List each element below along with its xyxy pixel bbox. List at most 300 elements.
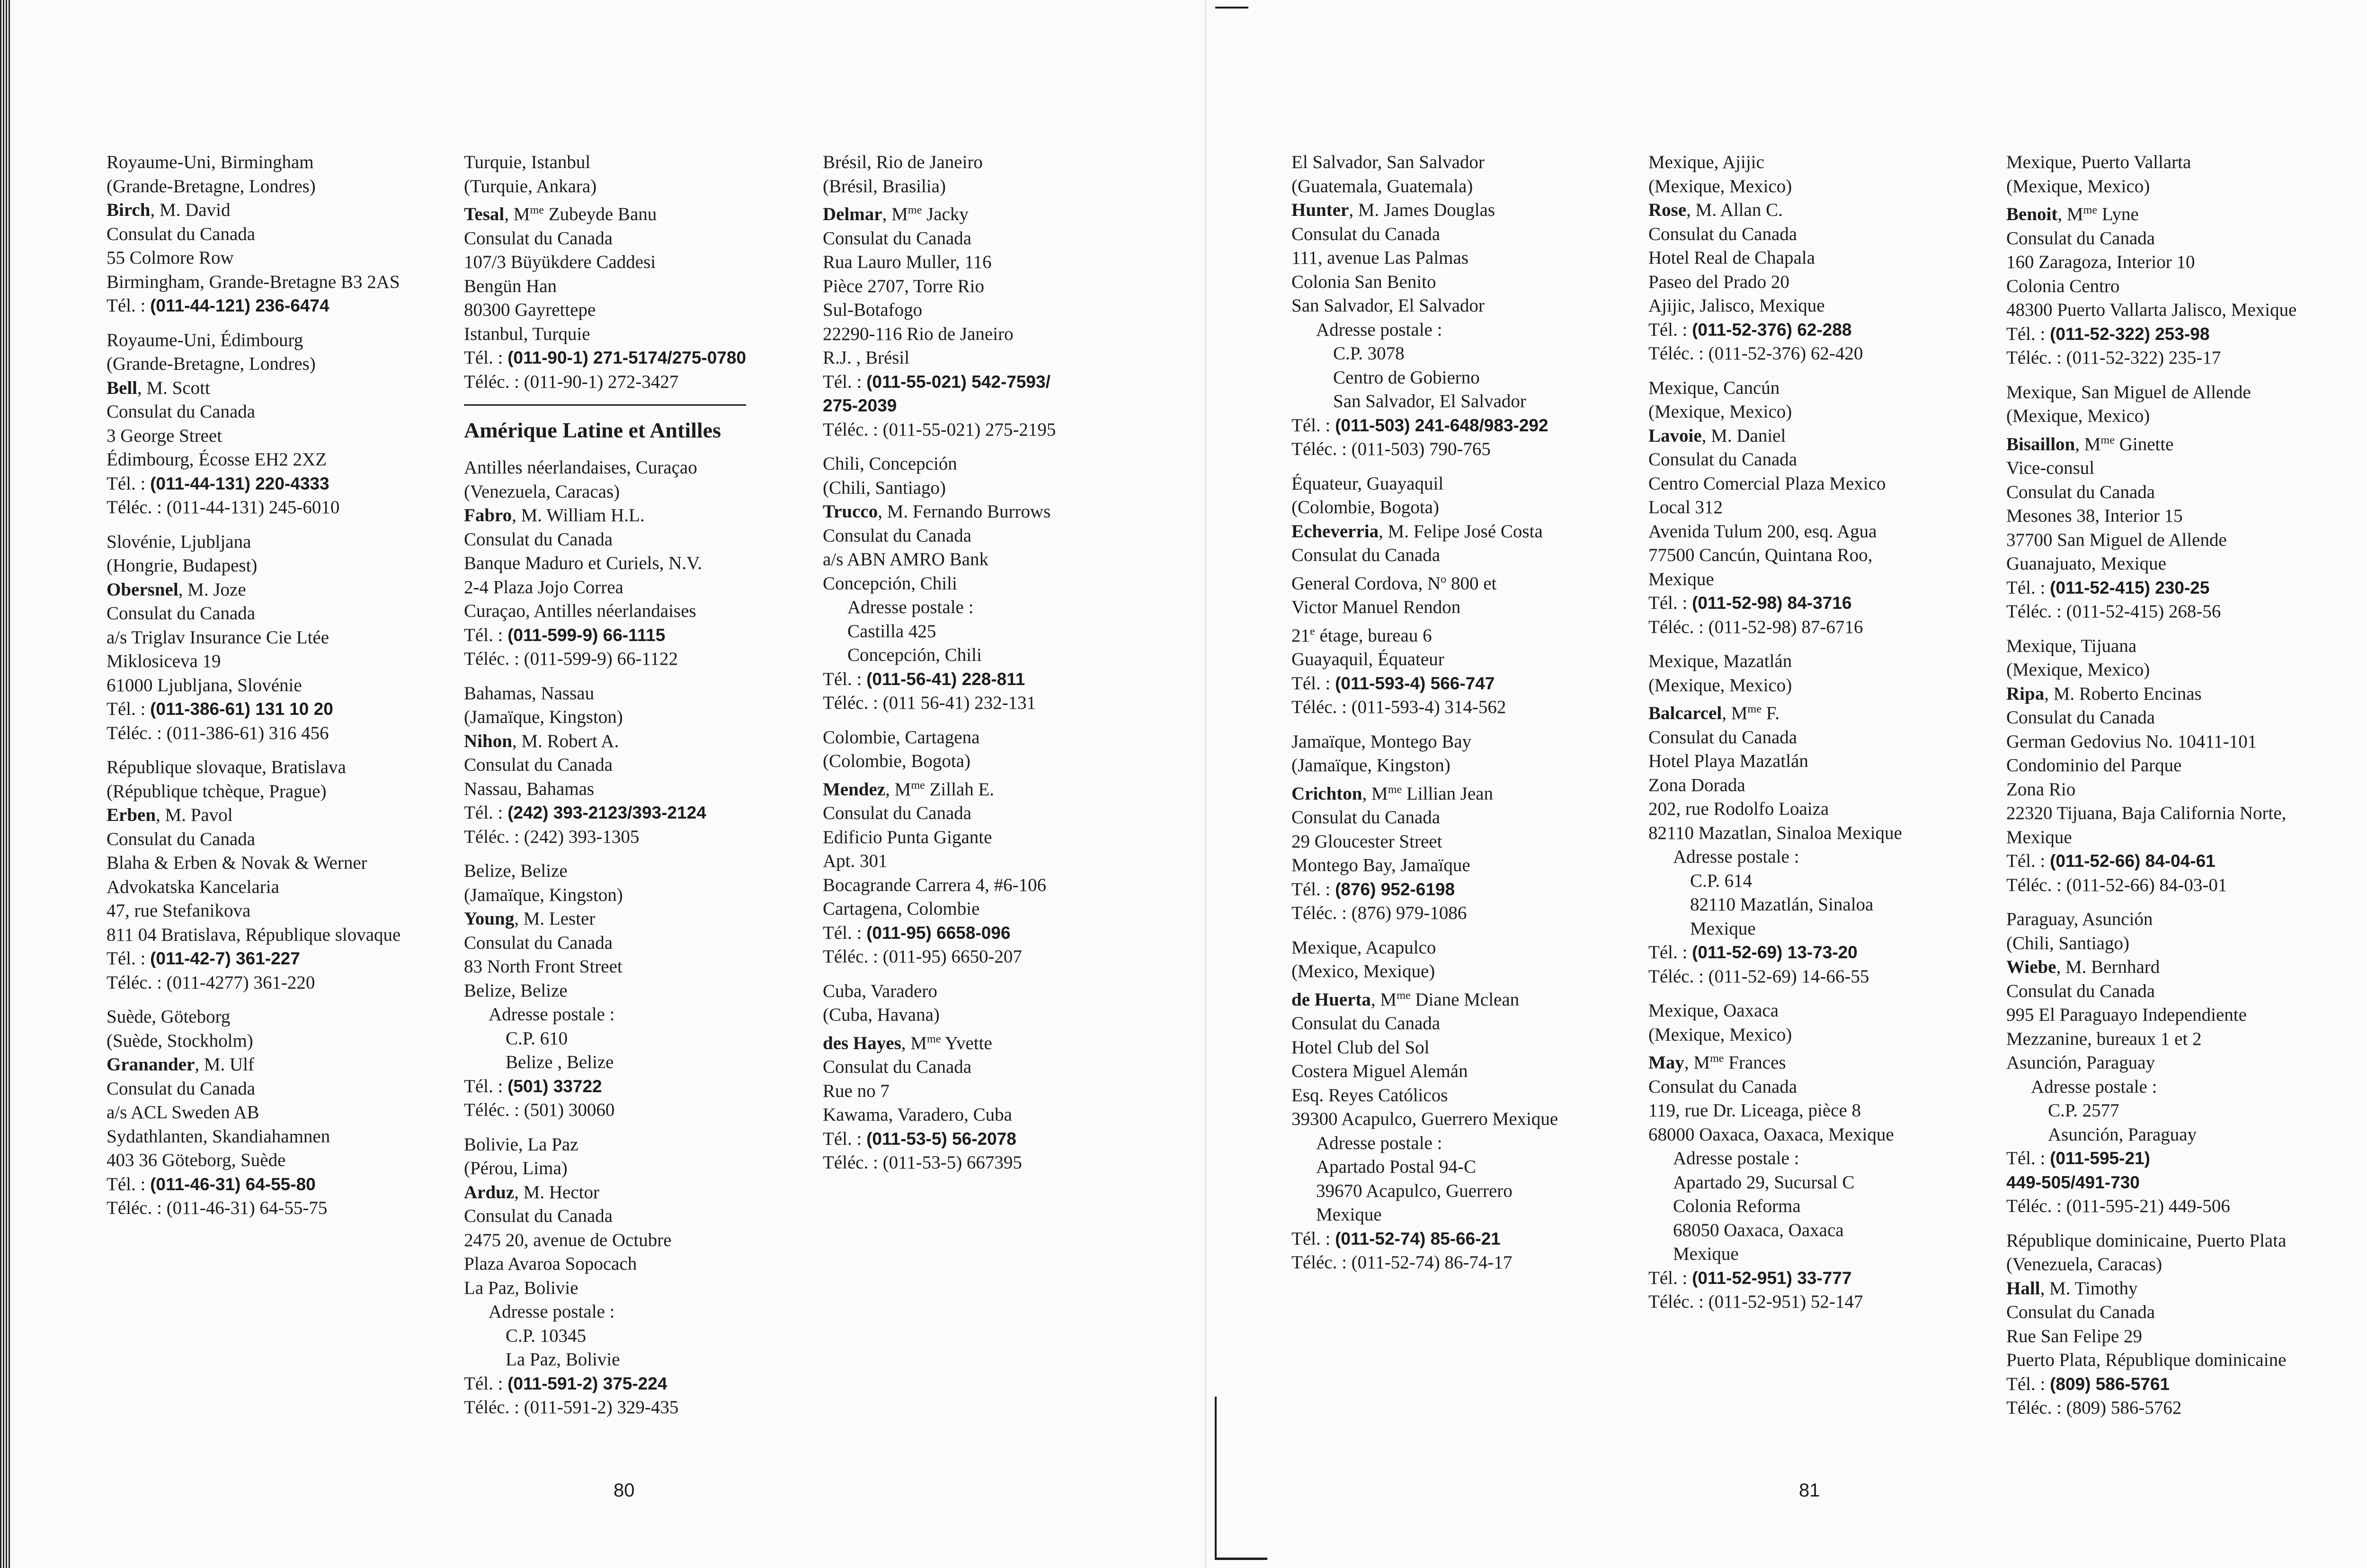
fax-line: Téléc. : (011-52-74) 86-74-17 <box>1291 1252 1513 1273</box>
fax-line: Téléc. : (011-52-98) 87-6716 <box>1648 616 1863 637</box>
fax-line: Téléc. : (011-593-4) 314-562 <box>1291 697 1506 717</box>
location-heading: Colombie, Cartagena <box>823 727 980 748</box>
address-line: 22290-116 Rio de Janeiro <box>823 323 1014 344</box>
consulate-entry <box>464 859 746 1123</box>
column <box>1291 151 1558 1285</box>
jurisdiction-line: (République tchèque, Prague) <box>107 781 327 802</box>
address-line: Puerto Plata, République dominicaine <box>2006 1350 2287 1370</box>
address-line: Esq. Reyes Católicos <box>1291 1085 1448 1105</box>
consul-name: Benoit, $M^{me}$ Lyne <box>2006 204 2139 224</box>
address-line: Consulat du Canada <box>823 525 972 546</box>
address-line: Victor Manuel Rendon <box>1291 597 1461 617</box>
address-line: Mexique <box>1673 1244 1739 1264</box>
consul-surname: Fabro <box>464 505 512 526</box>
address-line: Ajijic, Jalisco, Mexique <box>1648 295 1825 316</box>
fax-line: Téléc. : (011-52-376) 62-420 <box>1648 343 1863 364</box>
consul-surname: des Hayes <box>823 1033 901 1053</box>
location-heading: Bahamas, Nassau <box>464 683 595 704</box>
consul-surname: Ripa <box>2006 683 2045 704</box>
phone-number: (501) 33722 <box>507 1076 602 1096</box>
consul-surname: Delmar <box>823 204 882 224</box>
address-line: Birmingham, Grande-Bretagne B3 2AS <box>107 271 400 292</box>
address-line: Adresse postale : <box>1673 1148 1799 1168</box>
phone-number: (011-52-322) 253-98 <box>2050 324 2210 344</box>
consul-name: Bell, M. Scott <box>107 377 210 398</box>
consulate-entry <box>1648 376 1902 640</box>
address-line: Colonia Centro <box>2006 276 2120 296</box>
consul-name: Tesal, $M^{me}$ Zubeyde Banu <box>464 204 657 224</box>
phone-number: (011-593-4) 566-747 <box>1335 673 1495 693</box>
phone-line: Tél. : (011-90-1) 271-5174/275-0780 <box>464 347 747 368</box>
fax-line: Téléc. : (876) 979-1086 <box>1291 903 1467 923</box>
column <box>464 151 746 1430</box>
location-heading: Belize, Belize <box>464 861 568 881</box>
address-line: Mexique <box>1690 918 1756 939</box>
address-line: Apartado Postal 94-C <box>1316 1157 1476 1177</box>
jurisdiction-line: (Mexique, Mexico) <box>1648 1024 1792 1045</box>
address-line: Paseo del Prado 20 <box>1648 271 1789 292</box>
address-line: Consulat du Canada <box>464 755 613 775</box>
jurisdiction-line: (Mexico, Mexique) <box>1291 961 1435 981</box>
consul-surname: Hall <box>2006 1278 2040 1299</box>
location-heading: Mexique, Acapulco <box>1291 937 1436 958</box>
jurisdiction-line: (Hongrie, Budapest) <box>107 555 258 576</box>
phone-number: (011-52-376) 62-288 <box>1692 320 1852 339</box>
address-line: 449-505/491-730 <box>2006 1172 2140 1192</box>
address-line: La Paz, Bolivie <box>464 1277 578 1298</box>
address-line: 160 Zaragoza, Interior 10 <box>2006 252 2195 272</box>
consul-name: May, $M^{me}$ Frances <box>1648 1052 1786 1073</box>
jurisdiction-line: (Chili, Santiago) <box>823 477 946 498</box>
address-line: Miklosiceva 19 <box>107 651 221 671</box>
address-line: Consulat du Canada <box>107 223 256 244</box>
address-line: Nassau, Bahamas <box>464 778 595 799</box>
address-line: Consulat du Canada <box>107 1078 256 1099</box>
location-heading: Mexique, Tijuana <box>2006 635 2137 656</box>
consul-name: Birch, M. David <box>107 200 231 220</box>
address-line: Consulat du Canada <box>2006 707 2155 728</box>
address-line: Mexique <box>2006 827 2072 847</box>
phone-line: Tél. : (011-593-4) 566-747 <box>1291 673 1495 694</box>
address-line: 119, rue Dr. Liceaga, pièce 8 <box>1648 1100 1861 1121</box>
address-line: Centro de Gobierno <box>1333 367 1480 388</box>
column <box>107 151 400 1231</box>
phone-number: (011-386-61) 131 10 20 <box>150 699 333 719</box>
consul-surname: Nihon <box>464 731 512 751</box>
address-line: Colonia Reforma <box>1673 1196 1801 1216</box>
jurisdiction-line: (Cuba, Havana) <box>823 1005 940 1025</box>
jurisdiction-line: (Venezuela, Caracas) <box>464 481 620 502</box>
phone-number: (011-52-415) 230-25 <box>2050 578 2210 597</box>
address-line: Apt. 301 <box>823 851 888 871</box>
consul-surname: Obersnel <box>107 579 178 600</box>
fax-line: Téléc. : (011-52-66) 84-03-01 <box>2006 874 2227 895</box>
fax-line: Téléc. : (011-95) 6650-207 <box>823 946 1022 967</box>
address-line: 47, rue Stefanikova <box>107 900 251 921</box>
phone-number: (011-52-66) 84-04-61 <box>2050 851 2216 871</box>
address-line: Mexique <box>1648 569 1714 589</box>
address-line: a/s ACL Sweden AB <box>107 1102 259 1123</box>
consulate-entry <box>823 452 1056 715</box>
address-line: Consulat du Canada <box>107 829 256 849</box>
address-line: R.J. , Brésil <box>823 347 910 368</box>
location-heading: Mexique, San Miguel de Allende <box>2006 382 2251 402</box>
address-line: Mesones 38, Interior 15 <box>2006 506 2183 526</box>
address-line: 39300 Acapulco, Guerrero Mexique <box>1291 1109 1558 1129</box>
address-line: Consulat du Canada <box>464 1206 613 1226</box>
address-line: Adresse postale : <box>1316 319 1442 340</box>
consul-surname: Balcarcel <box>1648 703 1722 723</box>
address-line: Adresse postale : <box>2031 1076 2157 1097</box>
address-line: Rue San Felipe 29 <box>2006 1326 2143 1346</box>
phone-line: Tél. : (876) 952-6198 <box>1291 879 1455 900</box>
address-line: C.P. 610 <box>506 1028 568 1049</box>
address-line: 37700 San Miguel de Allende <box>2006 529 2227 550</box>
address-line: 80300 Gayrettepe <box>464 300 596 320</box>
address-line: Centro Comercial Plaza Mexico <box>1648 473 1886 494</box>
address-line: Banque Maduro et Curiels, N.V. <box>464 553 702 573</box>
jurisdiction-line: (Mexique, Mexico) <box>2006 659 2150 680</box>
phone-number: (876) 952-6198 <box>1335 879 1455 899</box>
consulate-entry <box>464 682 746 849</box>
consul-surname: Tesal <box>464 204 505 224</box>
consul-surname: May <box>1648 1052 1684 1073</box>
fax-line: Téléc. : (011-46-31) 64-55-75 <box>107 1198 328 1218</box>
phone-line: Tél. : (011-52-69) 13-73-20 <box>1648 942 1858 962</box>
phone-number: (011-55-021) 542-7593/ <box>866 372 1050 392</box>
consul-name: Echeverria, M. Felipe José Costa <box>1291 521 1543 542</box>
jurisdiction-line: (Jamaïque, Kingston) <box>464 884 623 905</box>
consulate-entry <box>2006 151 2296 370</box>
jurisdiction-line: (Colombie, Bogota) <box>1291 497 1439 517</box>
crop-mark <box>1215 1397 1217 1560</box>
jurisdiction-line: (Brésil, Brasilia) <box>823 176 946 196</box>
phone-line: Tél. : (501) 33722 <box>464 1076 602 1096</box>
consul-surname: Arduz <box>464 1182 515 1203</box>
address-line: 107/3 Büyükdere Caddesi <box>464 252 656 272</box>
address-line: 22320 Tijuana, Baja California Norte, <box>2006 803 2287 823</box>
address-line: San Salvador, El Salvador <box>1333 391 1526 411</box>
address-line: Consulat du Canada <box>1648 1076 1797 1097</box>
address-line: Costera Miguel Alemán <box>1291 1061 1468 1081</box>
address-line: Hotel Playa Mazatlán <box>1648 751 1808 771</box>
consulate-entry <box>107 756 400 995</box>
address-line: Consulat du Canada <box>1648 449 1797 470</box>
address-line: 61000 Ljubljana, Slovénie <box>107 675 302 695</box>
address-line: Mexique <box>1316 1204 1382 1225</box>
fax-line: Téléc. : (011-44-131) 245-6010 <box>107 497 340 517</box>
address-line: Belize , Belize <box>506 1052 614 1072</box>
address-line: Mezzanine, bureaux 1 et 2 <box>2006 1028 2202 1049</box>
location-heading: République dominicaine, Puerto Plata <box>2006 1230 2287 1251</box>
phone-number: (011-56-41) 228-811 <box>866 669 1025 689</box>
address-line: 275-2039 <box>823 396 897 415</box>
address-line: Sul-Botafogo <box>823 300 923 320</box>
consulate-entry <box>1291 730 1558 926</box>
consul-surname: Trucco <box>823 501 878 522</box>
address-line: C.P. 2577 <box>2048 1100 2119 1121</box>
jurisdiction-line: (Suède, Stockholm) <box>107 1030 253 1051</box>
consulate-entry <box>2006 634 2296 898</box>
address-line: 82110 Mazatlán, Sinaloa <box>1690 894 1874 915</box>
consul-surname: Echeverria <box>1291 521 1379 542</box>
phone-line: Tél. : (011-599-9) 66-1115 <box>464 624 666 645</box>
address-line: Consulat du Canada <box>2006 228 2155 249</box>
consulate-entry <box>823 151 1056 442</box>
section-heading: Amérique Latine et Antilles <box>464 404 746 445</box>
address-line: Montego Bay, Jamaïque <box>1291 855 1470 875</box>
phone-number: (011-42-7) 361-227 <box>150 949 300 968</box>
address-line: Consulat du Canada <box>823 1057 972 1077</box>
jurisdiction-line: (Mexique, Mexico) <box>1648 675 1792 695</box>
phone-number: (011-595-21) <box>2050 1149 2150 1168</box>
page-number: 80 <box>614 1480 635 1501</box>
address-line: La Paz, Bolivie <box>506 1349 620 1370</box>
location-heading: Équateur, Guayaquil <box>1291 473 1444 494</box>
location-heading: Mexique, Mazatlán <box>1648 651 1792 671</box>
address-line: C.P. 614 <box>1690 870 1753 891</box>
address-line: Asunción, Paraguay <box>2048 1124 2197 1145</box>
address-line: 68050 Oaxaca, Oaxaca <box>1673 1220 1844 1240</box>
consul-surname: Mendez <box>823 779 886 800</box>
consul-surname: Crichton <box>1291 783 1362 804</box>
jurisdiction-line: (Colombie, Bogota) <box>823 751 970 771</box>
consulate-entry <box>464 1133 746 1420</box>
location-heading: Brésil, Rio de Janeiro <box>823 152 983 172</box>
address-line: Colonia San Benito <box>1291 271 1436 292</box>
phone-line: Tél. : (011-595-21) <box>2006 1148 2150 1168</box>
phone-number: (011-46-31) 64-55-80 <box>150 1174 316 1194</box>
address-line: Consulat du Canada <box>107 603 256 624</box>
phone-number: (011-503) 241-648/983-292 <box>1335 415 1548 435</box>
address-line: Bengün Han <box>464 276 557 296</box>
address-line: 403 36 Göteborg, Suède <box>107 1150 286 1170</box>
address-line: Adresse postale : <box>1673 846 1799 867</box>
address-line: Consulat du Canada <box>1291 1013 1441 1033</box>
column <box>823 151 1056 1185</box>
phone-line: Tél. : (809) 586-5761 <box>2006 1373 2170 1394</box>
jurisdiction-line: (Mexique, Mexico) <box>2006 406 2150 426</box>
address-line: Consulat du Canada <box>1648 223 1797 244</box>
consulate-entry <box>1291 936 1558 1275</box>
consul-name: Delmar, $M^{me}$ Jacky <box>823 204 969 224</box>
consul-surname: Wiebe <box>2006 957 2056 977</box>
jurisdiction-line: (Chili, Santiago) <box>2006 933 2129 953</box>
address-line: Plaza Avaroa Sopocach <box>464 1254 637 1274</box>
consul-name: Nihon, M. Robert A. <box>464 731 619 751</box>
address-line: Istanbul, Turquie <box>464 323 590 344</box>
consul-surname: Lavoie <box>1648 425 1702 446</box>
jurisdiction-line: (Mexique, Mexico) <box>2006 176 2150 196</box>
address-line: Zona Rio <box>2006 779 2076 800</box>
address-line: Advokatska Kancelaria <box>107 876 279 897</box>
address-line: 3 George Street <box>107 425 222 446</box>
address-line: Curaçao, Antilles néerlandaises <box>464 601 696 621</box>
jurisdiction-line: (Mexique, Mexico) <box>1648 401 1792 422</box>
address-line: Consulat du Canada <box>823 228 972 249</box>
consulate-entry <box>2006 381 2296 624</box>
phone-line: Tél. : (011-503) 241-648/983-292 <box>1291 415 1548 436</box>
phone-line: Tél. : (011-52-66) 84-04-61 <box>2006 851 2216 871</box>
phone-line: Tél. : (011-46-31) 64-55-80 <box>107 1174 316 1194</box>
consul-surname: Benoit <box>2006 204 2058 224</box>
fax-line: Téléc. : (011-52-951) 52-147 <box>1648 1292 1863 1312</box>
location-heading: Paraguay, Asunción <box>2006 909 2153 929</box>
address-line: Asunción, Paraguay <box>2006 1052 2155 1073</box>
consulate-entry <box>2006 1229 2296 1420</box>
consulate-entry <box>464 456 746 671</box>
address-line: General Cordova, $N^o$ 800 et <box>1291 572 1497 594</box>
fax-line: Téléc. : (501) 30060 <box>464 1100 615 1120</box>
address-line: Concepción, Chili <box>847 645 982 665</box>
fax-line: Téléc. : (011-52-415) 268-56 <box>2006 601 2221 622</box>
address-line: Consulat du Canada <box>1648 727 1797 748</box>
phone-line: Tél. : (011-52-415) 230-25 <box>2006 577 2210 598</box>
consul-name: Arduz, M. Hector <box>464 1182 599 1203</box>
address-line: Adresse postale : <box>847 597 974 617</box>
address-line: a/s Triglav Insurance Cie Ltée <box>107 627 329 648</box>
consul-name: Lavoie, M. Daniel <box>1648 425 1786 446</box>
address-line: Kawama, Varadero, Cuba <box>823 1105 1012 1125</box>
address-line: Concepción, Chili <box>823 573 957 594</box>
fax-line: Téléc. : (011-599-9) 66-1122 <box>464 649 678 669</box>
consul-name: Hunter, M. James Douglas <box>1291 200 1495 220</box>
location-heading: Chili, Concepción <box>823 454 957 474</box>
address-line: 29 Gloucester Street <box>1291 831 1442 852</box>
consulate-entry <box>1291 151 1558 462</box>
address-line: German Gedovius No. 10411-101 <box>2006 731 2257 752</box>
fax-line: Téléc. : (011 56-41) 232-131 <box>823 693 1036 713</box>
consul-name: Ripa, M. Roberto Encinas <box>2006 683 2202 704</box>
consul-name: des Hayes, $M^{me}$ Yvette <box>823 1032 992 1053</box>
phone-line: Tél. : (011-52-322) 253-98 <box>2006 323 2210 344</box>
address-line: a/s ABN AMRO Bank <box>823 549 988 570</box>
consul-surname: Birch <box>107 200 151 220</box>
consul-surname: Rose <box>1648 200 1687 220</box>
location-heading: El Salvador, San Salvador <box>1291 152 1485 172</box>
address-line: 202, rue Rodolfo Loaiza <box>1648 799 1829 819</box>
consul-name: Erben, M. Pavol <box>107 805 233 825</box>
address-line: Hotel Club del Sol <box>1291 1037 1430 1058</box>
fax-line: Téléc. : (011-591-2) 329-435 <box>464 1397 679 1417</box>
jurisdiction-line: (Guatemala, Guatemala) <box>1291 176 1473 196</box>
consul-surname: Granander <box>107 1054 195 1075</box>
address-line: Rua Lauro Muller, 116 <box>823 252 992 272</box>
address-line: Consulat du Canada <box>1291 223 1441 244</box>
phone-line: Tél. : (011-52-951) 33-777 <box>1648 1267 1852 1288</box>
consul-surname: Bisaillon <box>2006 434 2075 454</box>
fax-line: Téléc. : (809) 586-5762 <box>2006 1398 2182 1418</box>
phone-number: (011-44-121) 236-6474 <box>150 296 329 315</box>
crop-mark <box>1215 7 1248 9</box>
book-gutter <box>1205 0 1206 1568</box>
consulate-entry <box>1291 472 1558 720</box>
address-line: Zona Dorada <box>1648 775 1745 795</box>
location-heading: Royaume-Uni, Édimbourg <box>107 330 303 350</box>
consulate-entry <box>2006 908 2296 1219</box>
address-line: Adresse postale : <box>489 1301 615 1322</box>
address-line: Bocagrande Carrera 4, #6-106 <box>823 874 1047 895</box>
address-line: Cartagena, Colombie <box>823 899 980 919</box>
jurisdiction-line: (Grande-Bretagne, Londres) <box>107 176 316 196</box>
address-line: Avenida Tulum 200, esq. Agua <box>1648 521 1877 542</box>
address-line: Consulat du Canada <box>823 803 972 823</box>
phone-number: (011-52-951) 33-777 <box>1692 1268 1852 1288</box>
phone-line: Tél. : (011-53-5) 56-2078 <box>823 1128 1016 1149</box>
address-line: Guanajuato, Mexique <box>2006 553 2166 574</box>
address-line: Consulat du Canada <box>2006 1302 2155 1322</box>
jurisdiction-line: (Jamaïque, Kingston) <box>1291 755 1450 775</box>
address-line: Édimbourg, Écosse EH2 2XZ <box>107 449 327 470</box>
address-line: Castilla 425 <box>847 621 936 641</box>
location-heading: République slovaque, Bratislava <box>107 757 346 777</box>
jurisdiction-line: (Jamaïque, Kingston) <box>464 707 623 727</box>
address-line: Consulat du Canada <box>1291 545 1441 565</box>
phone-line: Tél. : (242) 393-2123/393-2124 <box>464 802 706 823</box>
jurisdiction-line: (Mexique, Mexico) <box>1648 176 1792 196</box>
consulate-entry <box>1648 650 1902 989</box>
address-line: Condominio del Parque <box>2006 755 2182 775</box>
location-heading: Mexique, Oaxaca <box>1648 1000 1779 1021</box>
phone-line: Tél. : (011-55-021) 542-7593/ <box>823 371 1050 392</box>
phone-line: Tél. : (011-42-7) 361-227 <box>107 948 300 969</box>
phone-line: Tél. : (011-52-74) 85-66-21 <box>1291 1228 1501 1249</box>
address-line: Apartado 29, Sucursal C <box>1673 1172 1855 1193</box>
phone-number: (011-44-131) 220-4333 <box>150 473 329 493</box>
address-line: Guayaquil, Équateur <box>1291 649 1444 669</box>
address-line: 77500 Cancún, Quintana Roo, <box>1648 545 1873 565</box>
phone-line: Tél. : (011-95) 6658-096 <box>823 922 1011 943</box>
consul-name: Rose, M. Allan C. <box>1648 200 1783 220</box>
address-line: 55 Colmore Row <box>107 248 234 268</box>
address-line: Blaha & Erben & Novak & Werner <box>107 853 367 873</box>
consulate-entry <box>1648 999 1902 1314</box>
consulate-entry <box>107 1005 400 1221</box>
fax-line: Téléc. : (011-52-69) 14-66-55 <box>1648 966 1869 987</box>
phone-line: Tél. : (011-52-376) 62-288 <box>1648 319 1852 340</box>
address-line: Rue no 7 <box>823 1080 890 1101</box>
address-line: Edificio Punta Gigante <box>823 827 992 847</box>
address-line: Consulat du Canada <box>2006 980 2155 1001</box>
fax-line: Téléc. : (011-52-322) 235-17 <box>2006 347 2221 368</box>
jurisdiction-line: (Venezuela, Caracas) <box>2006 1254 2162 1274</box>
consul-name: Mendez, $M^{me}$ Zillah E. <box>823 778 995 800</box>
phone-number: (242) 393-2123/393-2124 <box>507 803 706 822</box>
phone-line: Tél. : (011-44-131) 220-4333 <box>107 473 329 494</box>
address-line: Consulat du Canada <box>2006 481 2155 502</box>
consul-name: Balcarcel, $M^{me}$ F. <box>1648 703 1780 723</box>
phone-number: (011-90-1) 271-5174/275-0780 <box>507 348 747 367</box>
phone-number: (011-599-9) 66-1115 <box>507 625 666 645</box>
phone-number: (011-52-74) 85-66-21 <box>1335 1229 1501 1248</box>
address-line: Sydathlanten, Skandiahamnen <box>107 1126 330 1147</box>
address-line: 39670 Acapulco, Guerrero <box>1316 1180 1513 1201</box>
address-line: 2-4 Plaza Jojo Correa <box>464 577 623 597</box>
consulate-entry <box>823 980 1056 1175</box>
address-line: San Salvador, El Salvador <box>1291 295 1485 316</box>
address-line: Pièce 2707, Torre Rio <box>823 276 984 296</box>
address-line: 68000 Oaxaca, Oaxaca, Mexique <box>1648 1124 1894 1145</box>
consul-surname: Hunter <box>1291 200 1349 220</box>
address-line: Consulat du Canada <box>464 529 613 550</box>
phone-line: Tél. : (011-44-121) 236-6474 <box>107 295 329 316</box>
consulate-entry <box>464 151 746 394</box>
consul-name: Wiebe, M. Bernhard <box>2006 957 2160 977</box>
address-line: C.P. 10345 <box>506 1325 587 1346</box>
consul-name: Hall, M. Timothy <box>2006 1278 2138 1299</box>
address-line: 48300 Puerto Vallarta Jalisco, Mexique <box>2006 300 2297 320</box>
address-line: 83 North Front Street <box>464 956 623 977</box>
